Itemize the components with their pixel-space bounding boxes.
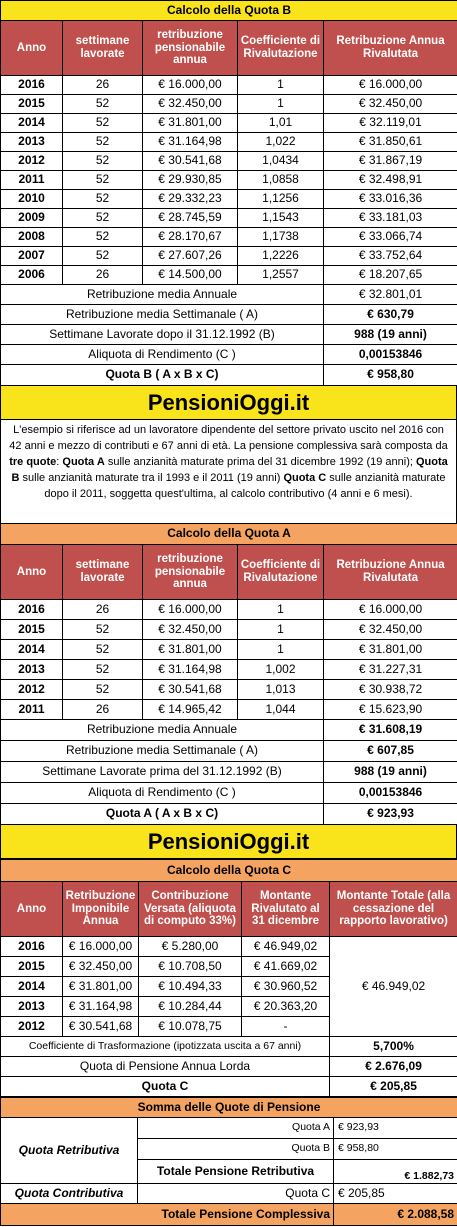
table-cell: € 31.801,00 xyxy=(143,114,238,133)
table-row xyxy=(1,209,457,228)
table-row xyxy=(1,680,457,700)
col-anno: Anno xyxy=(1,545,63,600)
table-cell: 2015 xyxy=(1,95,63,114)
table-cell: € 32.450,00 xyxy=(143,620,238,640)
table-cell: € 14.500,00 xyxy=(143,266,238,285)
quota-a-label: Quota A xyxy=(138,1118,334,1139)
table-cell: € 32.498,91 xyxy=(324,171,457,190)
table-cell: € 16.000,00 xyxy=(143,600,238,620)
table-cell: € 31.164,98 xyxy=(63,997,139,1017)
table-row xyxy=(1,171,457,190)
table-cell: € 32.119,01 xyxy=(324,114,457,133)
table-cell: 2012 xyxy=(1,680,63,700)
totale-complessiva-value: € 2.088,58 xyxy=(334,1204,457,1226)
table-cell: 1,044 xyxy=(238,700,324,720)
summary-value: € 31.608,19 xyxy=(324,720,457,741)
totale-complessiva-label: Totale Pensione Complessiva xyxy=(1,1204,334,1226)
summary-value: € 958,80 xyxy=(324,365,457,386)
col-contribuzione: Contribuzione Versata (aliquota di computo 33%) xyxy=(139,882,242,937)
brand-banner: PensioniOggi.it xyxy=(0,386,457,420)
summary-label: Aliquota di Rendimento (C ) xyxy=(1,783,324,804)
table-cell: 1,2226 xyxy=(238,247,324,266)
montante-totale-value: € 46.949,02 xyxy=(330,937,457,1037)
table-cell: € 30.541,68 xyxy=(63,1017,139,1037)
table-cell: 2015 xyxy=(1,620,63,640)
table-cell: € 28.745,59 xyxy=(143,209,238,228)
summary-label: Coefficiente di Trasformazione (ipotizzata uscita a 67 anni) xyxy=(1,1037,330,1057)
table-cell: 52 xyxy=(63,171,143,190)
table-cell: 2011 xyxy=(1,700,63,720)
table-cell: € 30.541,68 xyxy=(143,152,238,171)
table-row xyxy=(1,937,457,957)
table-row xyxy=(1,95,457,114)
table-cell: € 10.708,50 xyxy=(139,957,242,977)
quota-b-value: € 958,80 xyxy=(334,1139,457,1160)
col-montante-totale: Montante Totale (alla cessazione del rapporto lavorativo) xyxy=(330,882,457,937)
quota-c-label: Quota C xyxy=(138,1184,334,1204)
table-cell: 2012 xyxy=(1,152,63,171)
col-coefficiente: Coefficiente di Rivalutazione xyxy=(238,545,324,600)
table-row xyxy=(1,660,457,680)
table-cell: 1,01 xyxy=(238,114,324,133)
quota-c-table xyxy=(0,859,457,1097)
table-cell: € 32.450,00 xyxy=(63,957,139,977)
table-cell: 2011 xyxy=(1,171,63,190)
table-row xyxy=(1,152,457,171)
table-cell: 1,1738 xyxy=(238,228,324,247)
table-cell: € 16.000,00 xyxy=(324,600,457,620)
table-cell: 52 xyxy=(63,640,143,660)
col-coefficiente: Coefficiente di Rivalutazione xyxy=(238,21,324,76)
table-cell: 1,1256 xyxy=(238,190,324,209)
table-cell: 52 xyxy=(63,133,143,152)
col-retribuzione: retribuzione pensionabile annua xyxy=(143,21,238,76)
table-cell: 2008 xyxy=(1,228,63,247)
table-row xyxy=(1,600,457,620)
table-cell: € 30.960,52 xyxy=(242,977,330,997)
summary-label: Retribuzione media Settimanale ( A) xyxy=(1,741,324,762)
summary-value: € 205,85 xyxy=(330,1077,457,1097)
table-cell: 2007 xyxy=(1,247,63,266)
table-cell: 52 xyxy=(63,680,143,700)
col-retribuzione: retribuzione pensionabile annua xyxy=(143,545,238,600)
table-cell: 26 xyxy=(63,76,143,95)
totale-retributiva-value: € 1.882,73 xyxy=(334,1160,457,1184)
table-cell: € 33.066,74 xyxy=(324,228,457,247)
table-cell: € 33.752,64 xyxy=(324,247,457,266)
table-cell: € 20.363,20 xyxy=(242,997,330,1017)
table-cell: 2013 xyxy=(1,660,63,680)
summary-value: € 607,85 xyxy=(324,741,457,762)
summary-value: € 923,93 xyxy=(324,804,457,825)
quota-b-title: Calcolo della Quota B xyxy=(1,1,457,21)
summary-label: Quota C xyxy=(1,1077,330,1097)
table-cell: 1,013 xyxy=(238,680,324,700)
table-cell: 1,2557 xyxy=(238,266,324,285)
table-cell: € 29.332,23 xyxy=(143,190,238,209)
table-cell: 2016 xyxy=(1,937,63,957)
quota-b-table xyxy=(0,0,457,386)
table-cell: 1 xyxy=(238,76,324,95)
table-cell: € 31.164,98 xyxy=(143,133,238,152)
table-cell: 1,022 xyxy=(238,133,324,152)
table-cell: 2016 xyxy=(1,600,63,620)
table-cell: € 29.930,85 xyxy=(143,171,238,190)
table-row xyxy=(1,700,457,720)
table-cell: 2009 xyxy=(1,209,63,228)
table-cell: € 30.938,72 xyxy=(324,680,457,700)
col-settimane: settimane lavorate xyxy=(63,21,143,76)
table-row xyxy=(1,640,457,660)
somma-title: Somma delle Quote di Pensione xyxy=(1,1098,457,1118)
table-cell: € 18.207,65 xyxy=(324,266,457,285)
summary-value: € 630,79 xyxy=(324,305,457,325)
quota-c-value: € 205,85 xyxy=(334,1184,457,1204)
table-cell: € 16.000,00 xyxy=(143,76,238,95)
table-cell: 52 xyxy=(63,209,143,228)
description-text: L'esempio si riferisce ad un lavoratore dipendente del settore privato uscito nel 2016 con 42 anni e mezzo di contributi e 67 anni di età. La pensione complessiva sarà composta da tre quote: Quota A sulle anzianità maturate prima del 31 dicembre 1992 (19 anni); Quota B sulle anzianità maturate tra il 1993 e il 2011 (19 anni) Quota C sulle anzianità maturate dopo il 2011, soggetta quest'ultima, al calcolo contributivo (4 anni e 6 mesi). xyxy=(0,420,457,523)
table-row xyxy=(1,76,457,95)
table-cell: € 27.607,26 xyxy=(143,247,238,266)
table-row xyxy=(1,133,457,152)
table-cell: 1,0434 xyxy=(238,152,324,171)
somma-table xyxy=(0,1097,457,1226)
table-cell: € 33.016,36 xyxy=(324,190,457,209)
quota-a-title: Calcolo della Quota A xyxy=(1,524,457,545)
table-cell: 2016 xyxy=(1,76,63,95)
table-cell: 26 xyxy=(63,266,143,285)
col-retribuzione-imponibile: Retribuzione Imponibile Annua xyxy=(63,882,139,937)
table-cell: 1 xyxy=(238,600,324,620)
table-cell: 1 xyxy=(238,95,324,114)
table-cell: 52 xyxy=(63,114,143,133)
table-cell: 2014 xyxy=(1,640,63,660)
table-row xyxy=(1,228,457,247)
table-cell: € 33.181,03 xyxy=(324,209,457,228)
table-cell: € 32.450,00 xyxy=(324,95,457,114)
table-cell: 52 xyxy=(63,228,143,247)
table-cell: € 31.867,19 xyxy=(324,152,457,171)
table-row xyxy=(1,620,457,640)
table-cell: € 16.000,00 xyxy=(324,76,457,95)
col-anno: Anno xyxy=(1,882,63,937)
table-cell: € 46.949,02 xyxy=(242,937,330,957)
table-cell: 2014 xyxy=(1,114,63,133)
table-cell: 2010 xyxy=(1,190,63,209)
summary-value: € 32.801,01 xyxy=(324,285,457,305)
table-row xyxy=(1,190,457,209)
col-settimane: settimane lavorate xyxy=(63,545,143,600)
table-cell: € 32.450,00 xyxy=(324,620,457,640)
summary-value: 988 (19 anni) xyxy=(324,762,457,783)
table-cell: € 31.801,00 xyxy=(63,977,139,997)
table-cell: 52 xyxy=(63,660,143,680)
summary-label: Retribuzione media Settimanale ( A) xyxy=(1,305,324,325)
table-cell: € 15.623,90 xyxy=(324,700,457,720)
table-cell: 2013 xyxy=(1,997,63,1017)
totale-retributiva-label: Totale Pensione Retributiva xyxy=(138,1160,334,1184)
table-cell: € 28.170,67 xyxy=(143,228,238,247)
summary-label: Retribuzione media Annuale xyxy=(1,720,324,741)
quota-b-label: Quota B xyxy=(138,1139,334,1160)
table-cell: € 31.801,00 xyxy=(324,640,457,660)
summary-label: Quota di Pensione Annua Lorda xyxy=(1,1057,330,1077)
table-cell: € 16.000,00 xyxy=(63,937,139,957)
quota-a-table xyxy=(0,523,457,825)
table-cell: 1,1543 xyxy=(238,209,324,228)
quota-contributiva-label: Quota Contributiva xyxy=(1,1184,138,1204)
table-cell: 26 xyxy=(63,600,143,620)
table-cell: - xyxy=(242,1017,330,1037)
summary-label: Retribuzione media Annuale xyxy=(1,285,324,305)
table-cell: 52 xyxy=(63,247,143,266)
table-cell: 52 xyxy=(63,152,143,171)
table-cell: 2013 xyxy=(1,133,63,152)
summary-value: 0,00153846 xyxy=(324,345,457,365)
table-cell: 52 xyxy=(63,620,143,640)
brand-banner: PensioniOggi.it xyxy=(0,825,457,859)
table-cell: 2015 xyxy=(1,957,63,977)
table-cell: € 5.280,00 xyxy=(139,937,242,957)
quota-retributiva-label: Quota Retributiva xyxy=(1,1118,138,1184)
table-cell: 1 xyxy=(238,620,324,640)
table-cell: € 32.450,00 xyxy=(143,95,238,114)
table-cell: € 30.541,68 xyxy=(143,680,238,700)
table-row xyxy=(1,247,457,266)
table-cell: € 31.164,98 xyxy=(143,660,238,680)
table-cell: € 14.965,42 xyxy=(143,700,238,720)
summary-value: 0,00153846 xyxy=(324,783,457,804)
table-cell: 1,0858 xyxy=(238,171,324,190)
table-cell: € 10.494,33 xyxy=(139,977,242,997)
summary-label: Settimane Lavorate dopo il 31.12.1992 (B) xyxy=(1,325,324,345)
summary-label: Quota A ( A x B x C) xyxy=(1,804,324,825)
table-cell: € 41.669,02 xyxy=(242,957,330,977)
summary-value: 988 (19 anni) xyxy=(324,325,457,345)
table-cell: 2012 xyxy=(1,1017,63,1037)
table-cell: 52 xyxy=(63,95,143,114)
quota-c-title: Calcolo della Quota C xyxy=(1,860,457,882)
summary-label: Settimane Lavorate prima del 31.12.1992 (B) xyxy=(1,762,324,783)
col-montante: Montante Rivalutato al 31 dicembre xyxy=(242,882,330,937)
col-rivalutata: Retribuzione Annua Rivalutata xyxy=(324,21,457,76)
table-cell: € 10.284,44 xyxy=(139,997,242,1017)
table-row xyxy=(1,114,457,133)
col-rivalutata: Retribuzione Annua Rivalutata xyxy=(324,545,457,600)
table-cell: € 10.078,75 xyxy=(139,1017,242,1037)
table-cell: 1,002 xyxy=(238,660,324,680)
table-cell: 2014 xyxy=(1,977,63,997)
table-cell: € 31.227,31 xyxy=(324,660,457,680)
summary-label: Quota B ( A x B x C) xyxy=(1,365,324,386)
quota-a-value: € 923,93 xyxy=(334,1118,457,1139)
table-cell: 52 xyxy=(63,190,143,209)
table-cell: 2006 xyxy=(1,266,63,285)
summary-value: 5,700% xyxy=(330,1037,457,1057)
table-cell: € 31.850,61 xyxy=(324,133,457,152)
table-cell: 1 xyxy=(238,640,324,660)
table-row xyxy=(1,266,457,285)
table-cell: € 31.801,00 xyxy=(143,640,238,660)
col-anno: Anno xyxy=(1,21,63,76)
summary-value: € 2.676,09 xyxy=(330,1057,457,1077)
table-cell: 26 xyxy=(63,700,143,720)
summary-label: Aliquota di Rendimento (C ) xyxy=(1,345,324,365)
